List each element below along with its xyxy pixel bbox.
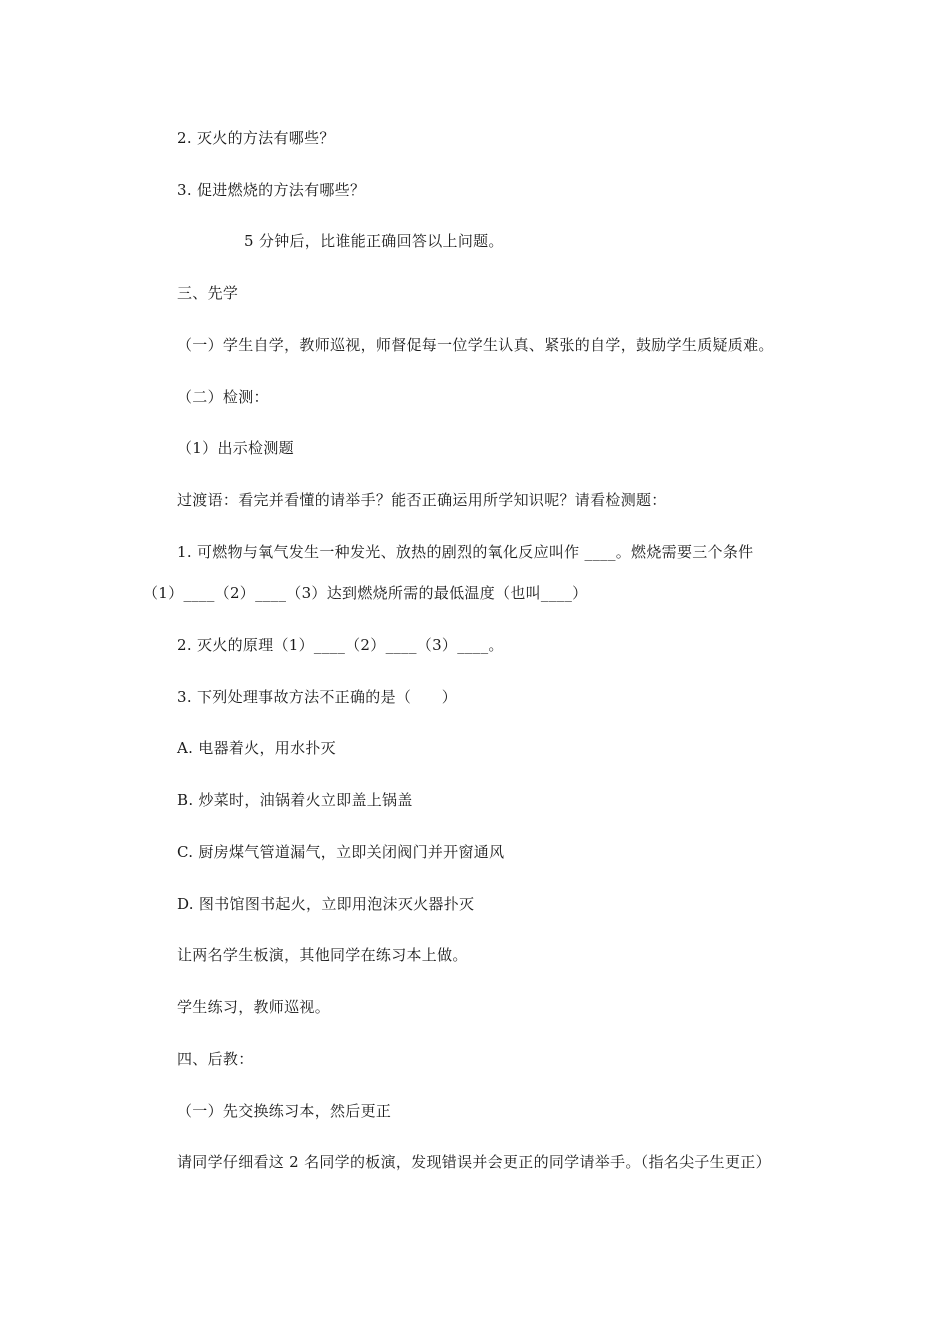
test-heading: （二）检测： [177,388,269,406]
option-c-line: C. 厨房煤气管道漏气，立即关闭阀门并开窗通风 [177,843,505,861]
question-2-line: 2. 灭火的方法有哪些？ [177,129,335,147]
exchange-line: （一）先交换练习本，然后更正 [177,1102,392,1120]
correction-line: 请同学仔细看这 2 名同学的板演，发现错误并会更正的同学请举手。（指名尖子生更正） [177,1153,771,1171]
test-question-3-line: 3. 下列处理事故方法不正确的是（ ） [177,688,458,706]
test-question-2-line: 2. 灭火的原理（1）____（2）____（3）____。 [177,636,504,654]
option-b-line: B. 炒菜时，油锅着火立即盖上锅盖 [177,791,413,809]
show-test-line: （1）出示检测题 [177,439,294,457]
board-work-line: 让两名学生板演，其他同学在练习本上做。 [177,946,468,964]
test-question-1-line: 1. 可燃物与氧气发生一种发光、放热的剧烈的氧化反应叫作 ____。燃烧需要三个条件 [177,543,754,561]
instruction-line: 5 分钟后，比谁能正确回答以上问题。 [244,232,504,250]
option-a-line: A. 电器着火，用水扑灭 [177,739,336,757]
self-study-line: （一）学生自学，教师巡视，师督促每一位学生认真、紧张的自学，鼓励学生质疑质难。 [177,336,774,354]
transition-line: 过渡语：看完并看懂的请举手？能否正确运用所学知识呢？请看检测题： [177,491,667,509]
practice-line: 学生练习，教师巡视。 [177,998,331,1016]
section-3-heading: 三、先学 [177,284,239,302]
question-3-line: 3. 促进燃烧的方法有哪些？ [177,181,366,199]
option-d-line: D. 图书馆图书起火，立即用泡沫灭火器扑灭 [177,895,475,913]
test-question-1-continuation: （1）____（2）____（3）达到燃烧所需的最低温度（也叫____） [143,584,588,602]
section-4-heading: 四、后教： [177,1050,254,1068]
